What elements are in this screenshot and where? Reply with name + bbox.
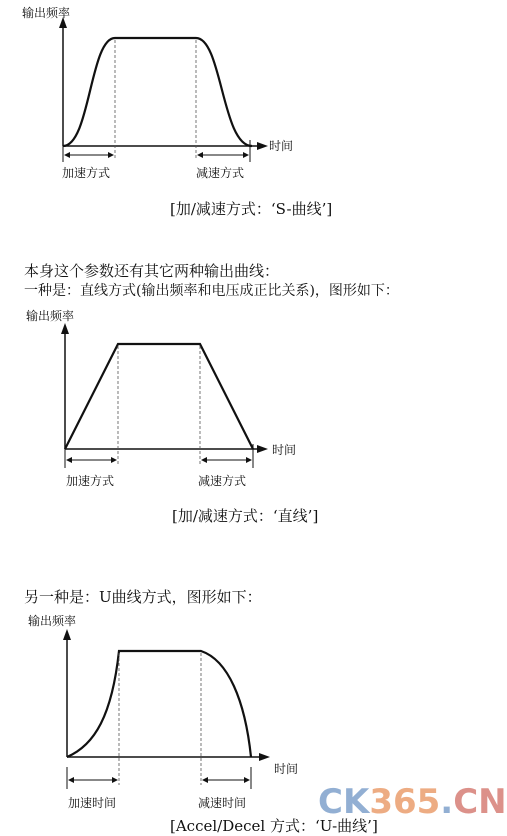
x-axis-arrow-icon xyxy=(257,445,268,453)
caption-s-curve: [加/减速方式：‘S-曲线’] xyxy=(170,200,333,218)
x-axis-label: 时间 xyxy=(269,139,294,153)
caption-u-curve: [Accel/Decel 方式：‘U-曲线’] xyxy=(170,817,378,835)
chart-u-curve xyxy=(28,613,298,810)
accel-label: 加速方式 xyxy=(62,166,111,180)
frequency-curve xyxy=(67,651,251,757)
decel-span-arrow-left-icon xyxy=(201,457,207,463)
frequency-curve xyxy=(65,344,253,449)
x-axis-arrow-icon xyxy=(259,753,270,761)
decel-span-arrow-right-icon xyxy=(243,152,249,158)
chart-linear xyxy=(26,308,296,488)
decel-span-arrow-right-icon xyxy=(244,777,250,783)
accel-span-arrow-left-icon xyxy=(64,152,70,158)
accel-span-arrow-left-icon xyxy=(68,777,74,783)
y-axis-label: 输出频率 xyxy=(22,6,71,20)
accel-span-arrow-right-icon xyxy=(111,457,117,463)
watermark-cn: CN xyxy=(453,782,507,822)
accel-span-arrow-right-icon xyxy=(108,152,114,158)
accel-span-arrow-right-icon xyxy=(112,777,118,783)
accel-label: 加速方式 xyxy=(66,474,115,488)
x-axis-label: 时间 xyxy=(274,762,299,776)
decel-span-arrow-right-icon xyxy=(246,457,252,463)
caption-linear: [加/减速方式：‘直线’] xyxy=(172,507,319,525)
decel-label: 减速方式 xyxy=(198,474,247,488)
y-axis-label: 输出频率 xyxy=(28,614,77,628)
intro-line-1: 本身这个参数还有其它两种输出曲线： xyxy=(24,262,280,280)
y-axis-label: 输出频率 xyxy=(26,309,75,323)
watermark-365: 365 xyxy=(369,782,441,822)
u-curve-intro: 另一种是：U曲线方式，图形如下： xyxy=(24,588,262,606)
decel-label: 减速时间 xyxy=(198,796,247,810)
intro-line-2: 一种是：直线方式(输出频率和电压成正比关系)，图形如下： xyxy=(24,283,399,299)
chart-s-curve xyxy=(22,5,293,180)
x-axis-label: 时间 xyxy=(272,443,297,457)
x-axis-arrow-icon xyxy=(257,142,268,150)
decel-label: 减速方式 xyxy=(196,166,245,180)
frequency-curve xyxy=(63,38,252,146)
accel-label: 加速时间 xyxy=(68,796,117,810)
watermark-dot: . xyxy=(440,782,454,822)
accel-span-arrow-left-icon xyxy=(66,457,72,463)
y-axis-arrow-icon xyxy=(63,629,71,640)
site-watermark-logo xyxy=(318,782,507,822)
decel-span-arrow-left-icon xyxy=(202,777,208,783)
decel-span-arrow-left-icon xyxy=(197,152,203,158)
watermark-ck: CK xyxy=(318,782,370,822)
y-axis-arrow-icon xyxy=(61,323,69,334)
